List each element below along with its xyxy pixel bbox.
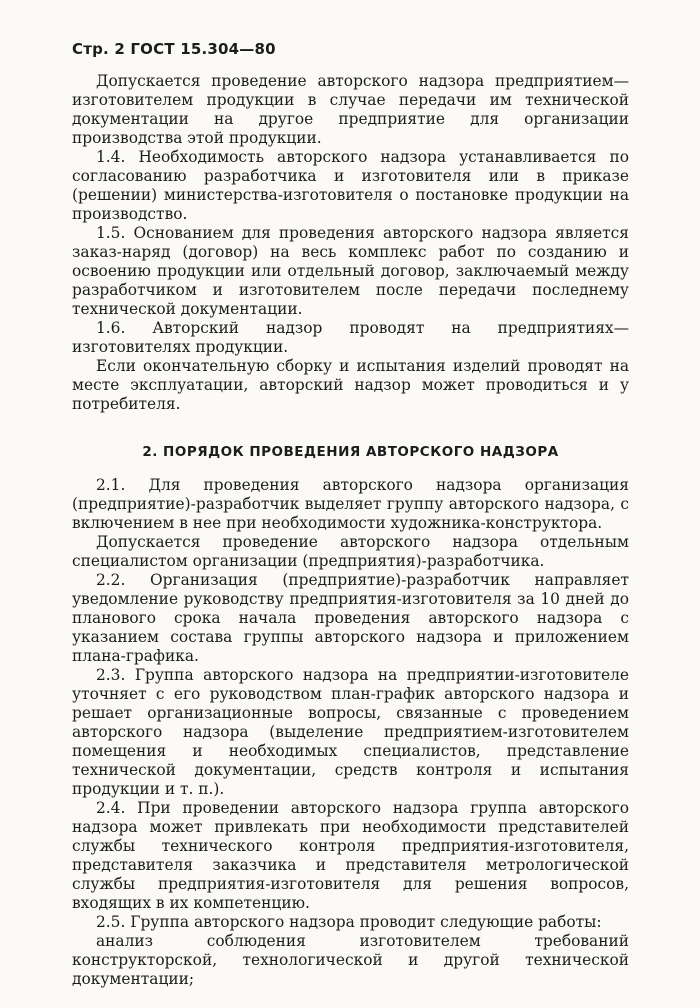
paragraph: Допускается проведение авторского надзора отдельным специалистом организации (предприятия)-разработчика. <box>72 533 629 570</box>
paragraph-2-2: 2.2. Организация (предприятие)-разработчик направляет уведомление руководству предприятия-изготовителя за 10 дней до планового срока начала проведения авторского надзора с указанием состава группы авторского надзора и приложением плана-графика. <box>72 571 629 665</box>
paragraph-2-3: 2.3. Группа авторского надзора на предприятии-изготовителе уточняет с его руководством план-график авторского надзора и решает организационные вопросы, связанные с проведением авторского надзора (выделение предприятием-изготовителем помещения и необходимых специалистов, представление технической документации, средств контроля и испытания продукции и т. п.). <box>72 666 629 798</box>
paragraph-2-1: 2.1. Для проведения авторского надзора организация (предприятие)-разработчик выделяет группу авторского надзора, с включением в нее при необходимости художника-конструктора. <box>72 476 629 532</box>
paragraph-1-6: 1.6. Авторский надзор проводят на предприятиях—изготовителях продукции. <box>72 319 629 356</box>
paragraph: Допускается проведение авторского надзора предприятием—изготовителем продукции в случае передачи им технической документации на другое предприятие для организации производства этой продукции. <box>72 72 629 147</box>
document-body <box>72 72 629 989</box>
paragraph-1-5: 1.5. Основанием для проведения авторского надзора является заказ-наряд (договор) на весь комплекс работ по созданию и освоению продукции или отдельный договор, заключаемый между разработчиком и изготовителем после передачи последнему технической документации. <box>72 224 629 318</box>
paragraph-2-4: 2.4. При проведении авторского надзора группа авторского надзора может привлекать при необходимости представителей службы технического контроля предприятия-изготовителя, представителя заказчика и представителя метрологической службы предприятия-изготовителя для решения вопросов, входящих в их компетенцию. <box>72 799 629 912</box>
paragraph-2-5: 2.5. Группа авторского надзора проводит следующие работы: <box>96 913 602 931</box>
paragraph: Если окончательную сборку и испытания изделий проводят на месте эксплуатации, авторский надзор может проводиться и у потребителя. <box>72 357 629 413</box>
paragraph-1-4: 1.4. Необходимость авторского надзора устанавливается по согласованию разработчика и изготовителя или в приказе (решении) министерства-изготовителя о постановке продукции на производство. <box>72 148 629 223</box>
work-item: анализ соблюдения изготовителем требований конструкторской, технологической и другой технической документации; <box>72 932 629 988</box>
section-heading: 2. ПОРЯДОК ПРОВЕДЕНИЯ АВТОРСКОГО НАДЗОРА <box>142 444 559 460</box>
page-header: Стр. 2 ГОСТ 15.304—80 <box>72 40 276 58</box>
